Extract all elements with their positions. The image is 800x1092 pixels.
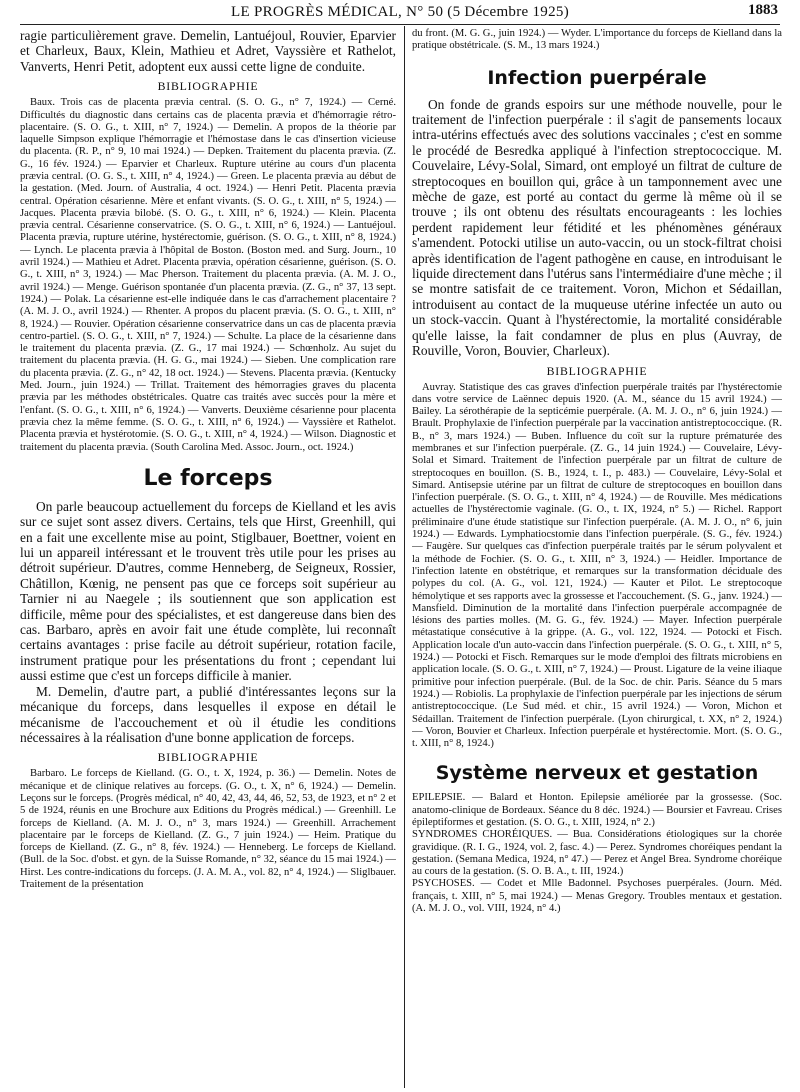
left-column [20,28,396,1086]
infection-paragraph: On fonde de grands espoirs sur une méthode nouvelle, pour le traitement de l'infection puerpérale : il s'agit de pansements locaux intra-utérins effectués avec des solutions vaccinales ; c'est en somme le procédé de Besredka appliqué à l'infection streptococcique. M. Couvelaire, Lévy-Solal, Simard, ont employé un filtrat de culture de streptocoques en bouillon qui, grâce à un tamponnement avec une mèche de gaze, est porté au contact du germe là même où il se trouve ; ils ont obtenu des résultats encourageants : les lochies perdent rapidement leur fétidité et les phénomènes généraux s'amendent. Potocki utilise un auto-vaccin, ou un stock-filtrat choisi après identification de l'agent pathogène en cause, en introduisant le liquide directement dans l'utérus sans l'intermédiaire d'une mèche ; il se montre satisfait de ce traitement. Voron, Michon et Sédaillan, introduisent au contact de la muqueuse utérine infectée un auto ou un stock-vaccin. Quant à l'hystérectomie, la mortalité considérable qu'elle laisse, la fait condamner de plus en plus (Auvray, de Rouville, Voron, Bouvier, Charleux). [412,96,782,359]
running-header [0,0,800,26]
right-column [412,28,782,1086]
forceps-bibliography-continued: du front. (M. G. G., juin 1924.) — Wyder. L'importance du forceps de Kielland dans la pratique obstétricale. (S. M., 13 mars 1924.) [412,28,782,52]
forceps-bibliography: Barbaro. Le forceps de Kielland. (G. O., t. X, 1924, p. 36.) — Demelin. Notes de mécanique et de clinique relatives au forceps. (G. O., t. X, n° 6, 1924.) — Demelin. Leçons sur le forceps. (Progrès médical, n° 40, 42, 43, 44, 46, 52, 53, de 1923, et n° 2 et 5 de 1924, réunis en une Brochure aux Editions du Progrès médical.) — Greenhill. Le forceps de Kielland. (A. M. J. O., n° 3, mars 1924.) — Greenhill. Arrachement placentaire par le forceps de Kielland. (Z. G., 7 juin 1924.) — Heim. Pratique du forceps de Kielland. (Z. G., n° 8, fév. 1924.) — Henneberg. Le forceps de Kielland. (Bull. de la Soc. d'obst. et gyn. de la Suisse Romande, n° 32, séance du 15 mai 1924.) — Hirst. Les contre-indications du forceps. (J. A. M. A., vol. 82, n° 4, 1924.) — Sliglbauer. Traitement de la présentation [20,768,396,890]
intro-paragraph: ragie particulièrement grave. Demelin, Lantuéjoul, Rouvier, Eparvier et Charleux, Baux, Klein, Mathieu et Adret, Vayssière et Rathelot, Vanverts, Henri Petit, adoptent eux aussi cette ligne de conduite. [20,28,396,74]
section-title-infection: Infection puerpérale [487,66,707,89]
infection-bibliography: Auvray. Statistique des cas graves d'infection puerpérale traités par l'hystérectomie dans votre service de Laënnec depuis 1920. (A. M., séance du 15 avril 1924.) — Bailey. La sérothérapie de la septicémie puerpérale. (A. M. J. O., n° 6, juin 1924.) — Brault. Prophylaxie de l'infection puerpérale par la vaccination antistreptococcique. (R. B., n° 3, mars 1924.) — Buben. Influence du coït sur la rupture prématurée des membranes et sur l'infection puerpérale. (Z. G., 14 juin 1924.) — Couvelaire, Lévy-Solal et Simard. Traitement de l'infection puerpérale par un filtrat de culture de streptocoques en bouillon. (S. B., 1924, t. I., p. 483.) — Couvelaire, Lévy-Solal et Simard. Antisepsie utérine par un filtrat de culture de streptocoques en bouillon dans l'infection puerpérale. (S. O. G., t. XIII, n° 4, 1924.) — de Rouville. Mes médications actuelles de l'hystérectomie vaginale. (G. O., t. IX, 1924, n° 5.) — Richel. Rapport préliminaire d'une étude statistique sur l'infection puerpérale. (A. M. J. O., n° 6, juin 1924.) — Edwards. Lymphatiocstomie dans l'infection puerpérale. (S. G., fév. 1924.) — Faugère. Sur quelques cas d'infection puerpérale traités par le sérum polyvalent et la méthode de Fochier. (S. O. G., t. XIII, n° 3, 1924.) — Heidler. Importance de l'infection latente en obstétrique, et remarques sur la transformation déciduale des polypes du col. (A. G., vol. 121, 1924.) — Kauter et Pilot. Le streptocoque hémolytique et ses rapports avec la grossesse et l'accouchement. (S. G., janv. 1924.) — Mansfield. Diminution de la mortalité dans l'infection puerpérale accompagnée de lésions des parties molles. (M. G. G., fév. 1924.) — Mayer. Infection puerpérale métastatique consécutive à la grippe. (A. G., vol. 122, 1924. — Potocki et Fisch. Application locale d'un auto-vaccin dans l'infection puerpérale. (S. O. G., t. XIII, n° 5, 1924.) — Potocki et Fisch. Remarques sur le mode d'emploi des filtrats microbiens en application locale. (S. O. G., t. XIII, n° 7, 1924.) — Proust. Ligature de la veine iliaque primitive pour infection puerpérale. (Bul. de la Soc. de chir. Paris. Séance du 5 mars 1924.) — Robiolis. La prophylaxie de l'infection puerpérale par les injections de sérum antistreptococcique. (Le Sud méd. et chir., 15 avril 1924.) — Voron, Michon et Sédaillan. Traitement de l'infection puerpérale. (Lyon chirurgical, t. XX, n° 2, 1924.) — Voron, Bouvier et Charleux. Infection puerpérale et hystérectomie. Mort. (S. O. G., t. XIII, n° 8, 1924.) [412,381,782,750]
section-title-nervous-system: Système nerveux et gestation [435,762,759,785]
forceps-paragraph-2: M. Demelin, d'autre part, a publié d'intéressantes leçons sur la mécanique du forceps, dans lesquelles il expose en détail le mécanisme de l'accouchement et où il étudie les conditions nécessaires à la réalisation d'une bonne application de forceps. [20,683,396,745]
entry-syndromes-choreiques: SYNDROMES CHORÉIQUES. — Bua. Considérations étiologiques sur la chorée gravidique. (R. I. G., 1924, vol. 2, fasc. 4.) — Perez. Syndromes choréiques pendant la gestation. (Semana Medica, 1924, n° 47.) — Perez et Angel Brea. Syndrome choréique au cours de la gestation. (S. O. B. A., t. III, 1924.) [412,829,782,878]
column-divider [404,26,405,1088]
forceps-paragraph-1: On parle beaucoup actuellement du forceps de Kielland et les avis sur ce sujet sont assez divers. Certains, tels que Hirst, Greenhill, qui en a fait une excellente mise au point, Stiglbauer, Boettner, voient en lui un appareil intéressant et le trouvent très utile pour les prises au détroit supérieur. D'autres, comme Henneberg, de Seigneux, Rossier, Châtillon, Kœnig, ne pensent pas que ce forceps soit supérieur au Tarnier ni au Naegele ; ils soutiennent que son application est difficile, même pour des spécialistes, et est dangereuse dans bien des cas. Barbaro, après en avoir fait une étude complète, lui reconnaît certains avantages : prise facile au détroit supérieur, rotation facile, instrument pratique pour les présentations du front ; cependant lui aussi estime que c'est un forceps difficile à manier. [20,498,396,684]
section-title-forceps: Le forceps [143,465,273,491]
entry-epilepsie: EPILEPSIE. — Balard et Honton. Epilepsie améliorée par la grossesse. (Soc. anatomo-clinique de Bordeaux. Séance du 8 déc. 1924.) — Boursier et Favreau. Crises épileptiformes et gestation. (S. O. G., t. XIII, 1924, n° 2.) [412,792,782,828]
bibliography-heading: BIBLIOGRAPHIE [546,363,648,378]
bibliography-heading: BIBLIOGRAPHIE [157,750,259,765]
journal-title: LE PROGRÈS MÉDICAL, N° 50 (5 Décembre 1925) [230,4,570,20]
placenta-bibliography: Baux. Trois cas de placenta prævia central. (S. O. G., n° 7, 1924.) — Cerné. Difficultés du diagnostic dans certains cas de placenta prævia et d'hémorragie rétro-placentaire. (S. O. G., t. XIII, n° 7, 1924.) — Demelin. A propos de la théorie par laquelle Simpson explique l'hémorragie et l'hémostase dans le cas d'insertion vicieuse du placenta. (R. P., n° 9, 10 mai 1924.) — Depken. Traitement du placenta prævia. (Z. G., 16 fév. 1924.) — Eparvier et Charleux. Rupture utérine au cours d'un placenta prævia central. (O. G. S., t. XIII, n° 4, 1924.) — Green. Le placenta prævia au début de la gestation. (Med. Journ. of Australia, 4 oct. 1924.) — Henri Petit. Placenta prævia central. Opération césarienne. Mère et enfant vivants. (S. O. G., t. XIII, n° 5, 1924.) — Jacques. Placenta prævia bilobé. (S. O. G., t. XIII, n° 6, 1924.) — Klein. Placenta prævia central. Césarienne conservatrice. (S. O. G., t. XIII, n° 6, 1924.) — Lantuéjoul. Placenta prævia, rupture utérine, hystérectomie, guérison. (S. O. G., t. XIII, n° 8, 1924.) — Lynch. Le placenta prævia à l'hôpital de Boston. (Boston med. and Surg. Journ., 10 avril 1924.) — Mathieu et Adret. Placenta prævia, opération césarienne, guérison. (S. O. G., t. XIII, n° 3, 1924.) — Mac Pherson. Traitement du placenta prævia. (A. M. J. O., avril 1924.) — Menge. Guérison spontanée d'un placenta prævia. (Z. G., n° 37, 13 sept. 1924.) — Polak. La césarienne est-elle indiquée dans le cas d'arrachement placentaire ? (A. M. J. O., avril 1924.) — Rhenter. A propos du placent prævia. (S. O. G., t. XIII, n° 8, 1924.) — Rouvier. Opération césarienne conservatrice dans un cas de placenta prævia centro-partiel. (S. O. G., t. XIII, n° 7, 1924.) — Schulte. La place de la césarienne dans le traitement du placenta prævia. (Z. G., 17 mai 1924.) — Schœnholz. Au sujet du traitement du placenta prævia. (H. G. G., mai 1924.) — Sieben. Une complication rare du placenta prævia. (Z. G., n° 42, 18 oct. 1924.) — Stevens. Placenta prævia. (Kentucky Med. Journ., juin 1924.) — Trillat. Traitement des hémorragies graves du placenta prævia par les méthodes obstétricales. Quatre cas traités avec succès pour la mère et l'enfant. (S. O. G., t. XIII, n° 6, 1924.) — Vanverts. Deuxième césarienne pour placenta prævia chez la même femme. (S. O. G., t. XIII, n° 6, 1924.) — Vayssière et Rathelot. Placenta prævia et hystérotomie. (S. O. G., t. XIII, n° 4, 1924.) — Wilson. Diagnostic et traitement du placenta prævia. (South Carolina Med. Assoc. Journ., oct. 1924.) [20,97,396,453]
header-rule [20,24,780,25]
page-number: 1883 [748,2,778,18]
bibliography-heading: BIBLIOGRAPHIE [157,79,259,94]
entry-psychoses: PSYCHOSES. — Codet et Mlle Badonnel. Psychoses puerpérales. (Journ. Méd. français, t. XIII, n° 5, mai 1924.) — Menas Gregory. Troubles mentaux et gestation. (A. M. J. O., vol. VIII, 1924, n° 4.) [412,878,782,915]
